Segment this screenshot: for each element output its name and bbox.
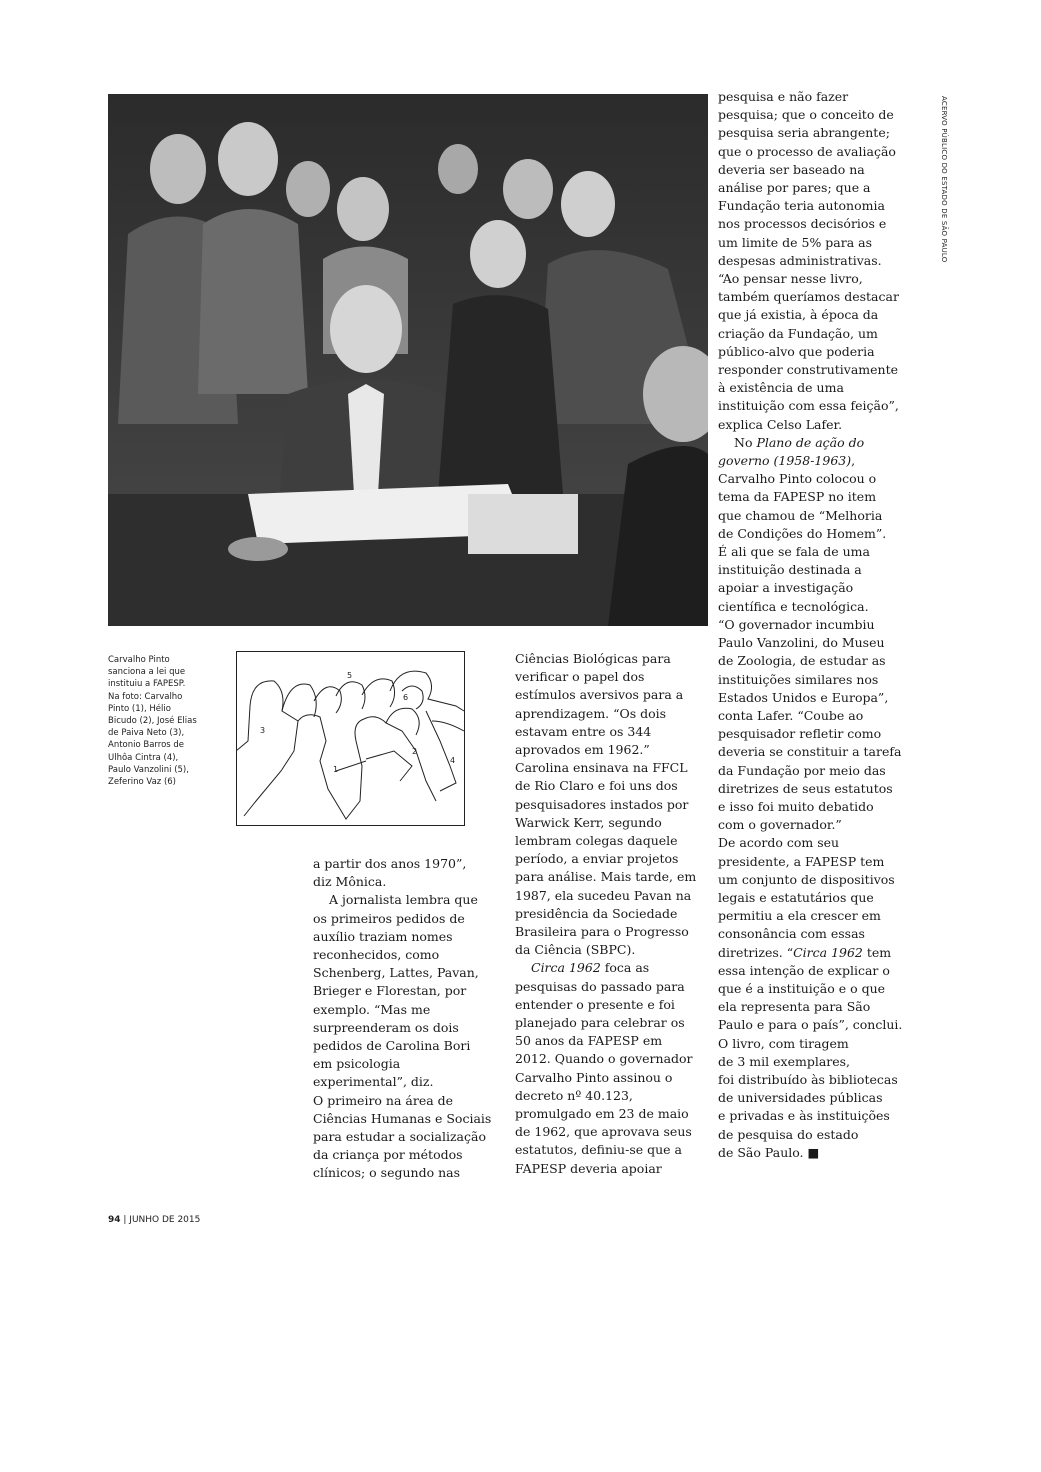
text-line: Brieger e Florestan, por	[313, 983, 467, 999]
photo-credit-text: ACERVO PÚBLICO DO ESTADO DE SÃO PAULO	[940, 96, 948, 263]
caption-line: Carvalho Pinto	[108, 655, 170, 665]
text-line: permitiu a ela crescer em	[718, 908, 881, 924]
issue-date: JUNHO DE 2015	[129, 1215, 201, 1225]
caption-line: Antonio Barros de	[108, 740, 185, 751]
caption-line: Pinto (1), Hélio	[108, 703, 171, 714]
text-line: período, a enviar projetos	[515, 851, 679, 867]
text-line: 1987, ela sucedeu Pavan na	[515, 887, 692, 903]
text-line: “Ao pensar nesse livro,	[718, 271, 863, 287]
text-line: A jornalista lembra que	[329, 892, 478, 908]
text-line: Schenberg, Lattes, Pavan,	[313, 965, 479, 981]
text-line: responder construtivamente	[718, 362, 899, 378]
text-line	[718, 944, 902, 962]
text-line: O livro, com tiragem	[718, 1035, 849, 1051]
text-line: entender o presente e foi	[515, 996, 675, 1012]
caption-line: Na foto: Carvalho	[108, 691, 183, 702]
text-line: lembram colegas daquele	[515, 833, 678, 849]
book-title: Circa 1962	[531, 960, 601, 976]
text-line: Paulo Vanzolini, do Museu	[718, 635, 885, 651]
text-line: pesquisa e não fazer	[718, 89, 849, 104]
text-line	[718, 452, 902, 470]
text-line: da Fundação por meio das	[718, 762, 886, 778]
page-folio	[108, 1215, 200, 1225]
text-line: foi distribuído às bibliotecas	[718, 1071, 898, 1087]
text-line: estatutos, definiu-se que a	[515, 1142, 682, 1158]
text-line: de 3 mil exemplares,	[718, 1053, 851, 1069]
text-line: de São Paulo. ■	[718, 1144, 820, 1160]
text-line: deveria ser baseado na	[718, 161, 865, 177]
text-line: auxílio traziam nomes	[313, 928, 453, 944]
text-line	[515, 959, 696, 977]
text-fragment: diretrizes. “	[718, 944, 794, 960]
text-line: com o governador.”	[718, 817, 842, 833]
photo-credit	[936, 96, 950, 266]
text-line: Carvalho Pinto assinou o	[515, 1069, 673, 1085]
text-line: essa intenção de explicar o	[718, 962, 890, 978]
text-line: consonância com essas	[718, 926, 865, 942]
text-line: pesquisas do passado para	[515, 978, 685, 994]
caption-line: Bicudo (2), José Elias	[108, 716, 197, 727]
text-line: Fundação teria autonomia	[718, 198, 885, 214]
text-line: aprendizagem. “Os dois	[515, 705, 667, 721]
text-line: também queríamos destacar	[718, 289, 899, 305]
text-line: pesquisa seria abrangente;	[718, 125, 890, 141]
text-line: presidente, a FAPESP tem	[718, 853, 885, 869]
key-number-3: 3	[260, 726, 266, 735]
text-line: verificar o papel dos	[515, 669, 645, 685]
caption-line: sanciona a lei que	[108, 667, 186, 678]
text-line: para estudar a socialização	[313, 1129, 486, 1145]
text-line: apoiar a investigação	[718, 580, 854, 596]
text-line: experimental”, diz.	[313, 1074, 434, 1090]
book-title: Circa 1962	[793, 944, 863, 960]
text-line: que é a instituição e o que	[718, 980, 886, 996]
text-line: pedidos de Carolina Bori	[313, 1038, 471, 1054]
text-line: despesas administrativas.	[718, 252, 882, 268]
photo-illustration	[108, 94, 708, 626]
text-line: estímulos aversivos para a	[515, 687, 684, 703]
text-line: clínicos; o segundo nas	[313, 1165, 461, 1181]
text-line: da Ciência (SBPC).	[515, 942, 636, 958]
text-line: e isso foi muito debatido	[718, 798, 874, 814]
text-line: à existência de uma	[718, 380, 844, 396]
text-line: análise por pares; que a	[718, 180, 871, 196]
text-column-3	[718, 88, 902, 1162]
text-line: Paulo e para o país”, conclui.	[718, 1017, 903, 1033]
text-line: O primeiro na área de	[313, 1092, 454, 1108]
text-line: reconhecidos, como	[313, 947, 440, 963]
text-line: científica e tecnológica.	[718, 598, 869, 614]
text-line: de Zoologia, de estudar as	[718, 653, 886, 669]
book-title: Plano de ação do	[756, 434, 865, 450]
text-line: 2012. Quando o governador	[515, 1051, 693, 1067]
text-line: que já existia, à época da	[718, 307, 879, 323]
text-line: um limite de 5% para as	[718, 234, 873, 250]
text-line: Estados Unidos e Europa”,	[718, 689, 889, 705]
text-line: a partir dos anos 1970”,	[313, 856, 467, 871]
text-line: explica Celso Lafer.	[718, 416, 843, 432]
text-line: criação da Fundação, um	[718, 325, 878, 341]
text-line: e privadas e às instituições	[718, 1108, 890, 1124]
caption-line: Ulhôa Cintra (4),	[108, 752, 179, 763]
text-line: pesquisador refletir como	[718, 726, 882, 742]
text-line: exemplo. “Mas me	[313, 1001, 431, 1017]
text-line: pesquisa; que o conceito de	[718, 107, 894, 123]
text-line: estavam entre os 344	[515, 723, 652, 739]
text-line: de pesquisa do estado	[718, 1126, 859, 1142]
text-line: um conjunto de dispositivos	[718, 871, 895, 887]
identification-key-drawing	[236, 651, 465, 826]
caption-line: Zeferino Vaz (6)	[108, 777, 176, 788]
text-fragment: No	[734, 434, 757, 450]
text-line: É ali que se fala de uma	[718, 544, 870, 560]
text-fragment: ,	[851, 453, 856, 469]
text-fragment: foca as	[600, 960, 650, 976]
text-line: de Rio Claro e foi uns dos	[515, 778, 678, 794]
text-column-2	[515, 650, 696, 1178]
text-line: decreto nº 40.123,	[515, 1087, 633, 1103]
text-line: Carvalho Pinto colocou o	[718, 471, 877, 487]
text-line: surpreenderam os dois	[313, 1019, 459, 1035]
text-line: tema da FAPESP no item	[718, 489, 877, 505]
text-line: “O governador incumbiu	[718, 616, 875, 632]
text-line: os primeiros pedidos de	[313, 910, 465, 926]
text-line: diz Mônica.	[313, 874, 387, 890]
text-line: de Condições do Homem”.	[718, 525, 887, 541]
text-line: presidência da Sociedade	[515, 905, 678, 921]
text-line: em psicologia	[313, 1056, 401, 1072]
key-number-1: 1	[333, 765, 339, 774]
caption-line: instituiu a FAPESP.	[108, 679, 186, 690]
text-line: instituições similares nos	[718, 671, 879, 687]
text-line: aprovados em 1962.”	[515, 742, 650, 758]
text-column-1	[313, 855, 491, 1183]
text-fragment: tem	[862, 944, 892, 960]
text-line: promulgado em 23 de maio	[515, 1106, 689, 1122]
text-line	[718, 434, 902, 452]
text-line: nos processos decisórios e	[718, 216, 887, 232]
text-line: diretrizes de seus estatutos	[718, 780, 893, 796]
book-title: governo (1958-1963)	[718, 453, 852, 469]
key-number-6: 6	[403, 693, 409, 702]
text-line: 50 anos da FAPESP em	[515, 1033, 663, 1049]
text-line: legais e estatutários que	[718, 889, 874, 905]
text-line: FAPESP deveria apoiar	[515, 1160, 662, 1176]
photo-caption	[108, 654, 226, 788]
text-line: conta Lafer. “Coube ao	[718, 707, 864, 723]
key-number-4: 4	[450, 756, 456, 765]
caption-line: de Paiva Neto (3),	[108, 728, 185, 739]
text-line: Brasileira para o Progresso	[515, 924, 689, 940]
text-line: de universidades públicas	[718, 1090, 883, 1106]
historic-photo	[108, 94, 708, 626]
text-line: Ciências Humanas e Sociais	[313, 1110, 492, 1126]
caption-line: Paulo Vanzolini (5),	[108, 764, 189, 775]
text-line: pesquisadores instados por	[515, 796, 689, 812]
text-line: De acordo com seu	[718, 835, 840, 851]
key-number-2: 2	[412, 747, 418, 756]
text-line: Warwick Kerr, segundo	[515, 814, 662, 830]
folio-separator: |	[120, 1215, 130, 1225]
text-line: instituição destinada a	[718, 562, 862, 578]
text-line: planejado para celebrar os	[515, 1015, 685, 1031]
text-line: público-alvo que poderia	[718, 343, 875, 359]
text-line: que o processo de avaliação	[718, 143, 896, 159]
key-number-5: 5	[347, 671, 353, 680]
text-line: deveria se constituir a tarefa	[718, 744, 902, 760]
text-line: que chamou de “Melhoria	[718, 507, 883, 523]
page-number: 94	[108, 1215, 121, 1225]
text-line: para análise. Mais tarde, em	[515, 869, 697, 885]
identification-key	[236, 651, 465, 826]
text-line: ela representa para São	[718, 999, 871, 1015]
text-line: instituição com essa feição”,	[718, 398, 899, 414]
text-line: da criança por métodos	[313, 1147, 463, 1163]
text-line: Ciências Biológicas para	[515, 651, 671, 666]
text-line: Carolina ensinava na FFCL	[515, 760, 688, 776]
text-line: de 1962, que aprovava seus	[515, 1124, 692, 1140]
